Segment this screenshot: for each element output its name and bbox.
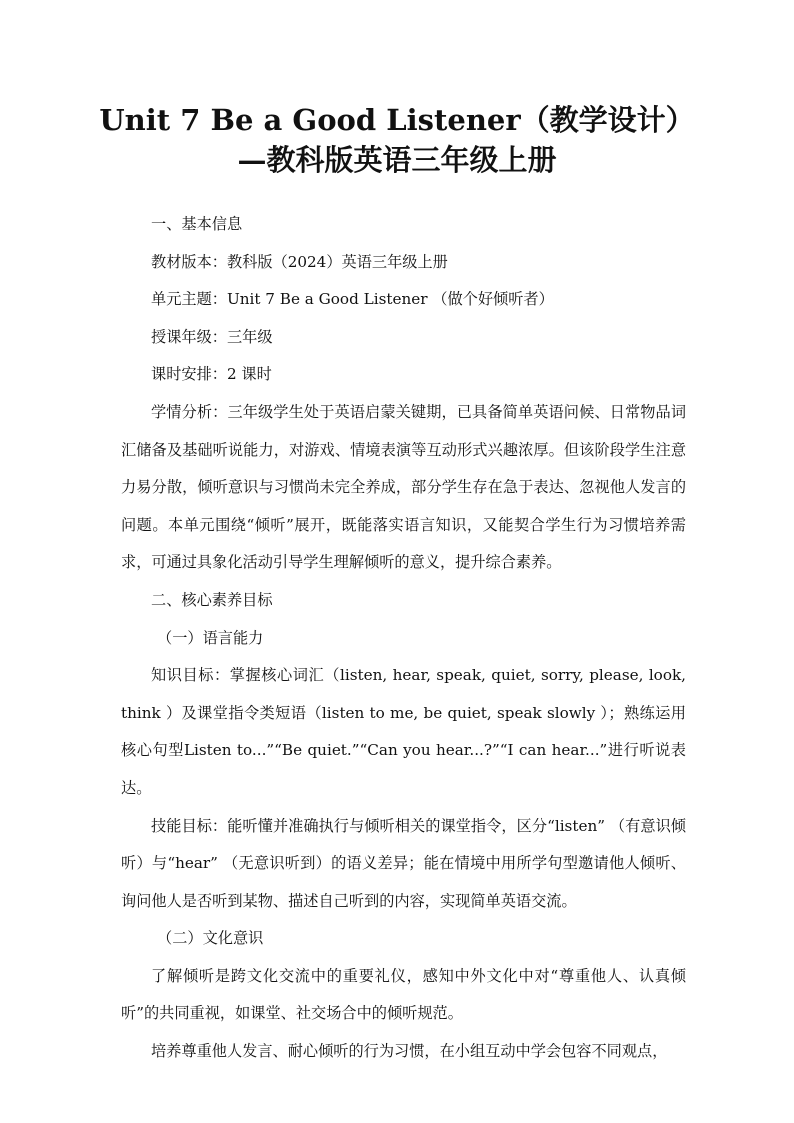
- unit-theme: 单元主题：Unit 7 Be a Good Listener （做个好倾听者）: [151, 290, 554, 309]
- lesson-schedule: 课时安排：2 课时: [151, 365, 272, 384]
- subsection-heading-cultural-awareness: （二）文化意识: [157, 929, 264, 948]
- skill-goal-paragraph: 技能目标：能听懂并准确执行与倾听相关的课堂指令，区分“listen” （有意识倾听）与“hear” （无意识听到）的语义差异；能在情境中用所学句型邀请他人倾听、询问他人是否听到某物、描述自己听到的内容，实现简单英语交流。: [121, 816, 686, 910]
- habit-cultivation-paragraph: 培养尊重他人发言、耐心倾听的行为习惯，在小组互动中学会包容不同观点，: [151, 1042, 668, 1061]
- learner-analysis-paragraph: 学情分析：三年级学生处于英语启蒙关键期，已具备简单英语问候、日常物品词汇储备及基础听说能力，对游戏、情境表演等互动形式兴趣浓厚。但该阶段学生注意力易分散，倾听意识与习惯尚未完全养成，部分学生存在急于表达、忽视他人发言的问题。本单元围绕“倾听”展开，既能落实语言知识，又能契合学生行为习惯培养需求，可通过具象化活动引导学生理解倾听的意义，提升综合素养。: [121, 402, 686, 572]
- section-heading-core-goals: 二、核心素养目标: [151, 590, 273, 609]
- cultural-awareness-paragraph: 了解倾听是跨文化交流中的重要礼仪，感知中外文化中对“尊重他人、认真倾听”的共同重视，如课堂、社交场合中的倾听规范。: [121, 966, 686, 1023]
- knowledge-goal-paragraph: 知识目标：掌握核心词汇（listen, hear, speak, quiet, sorry, please, look, think ）及课堂指令类短语（listen to me, be quiet, speak slowly ）；熟练运用核心句型Listen to...”“Be quiet.”“Can you hear...?”“I can hear...”进行听说表达。: [121, 666, 686, 797]
- textbook-version: 教材版本：教科版（2024）英语三年级上册: [151, 252, 448, 271]
- section-heading-basic-info: 一、基本信息: [151, 215, 243, 233]
- document-body: [121, 206, 686, 1071]
- document-title-line-1: Unit 7 Be a Good Listener（教学设计）: [99, 103, 695, 137]
- document-title-line-2: —教科版英语三年级上册: [237, 143, 557, 177]
- subsection-heading-language-ability: （一）语言能力: [157, 628, 264, 647]
- grade-level: 授课年级：三年级: [151, 327, 273, 346]
